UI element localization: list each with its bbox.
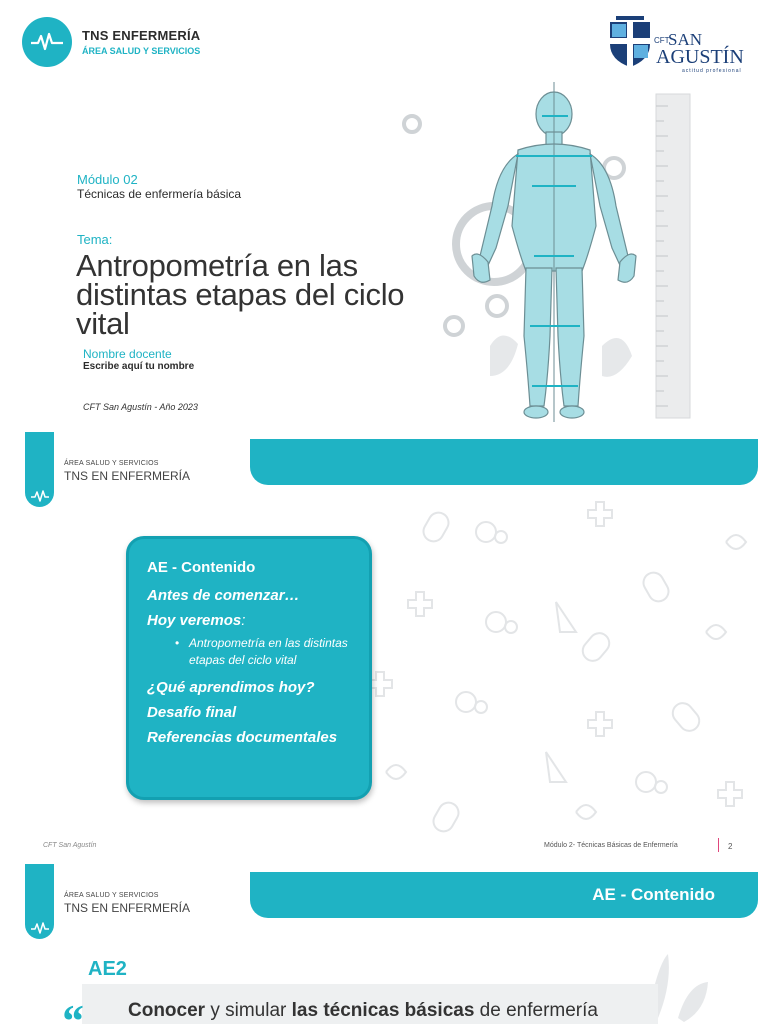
objective-bold-2: las técnicas básicas: [291, 1000, 475, 1021]
topic-label: Tema:: [77, 232, 113, 247]
cft-san-agustin-logo: [608, 16, 748, 74]
cft-tagline: actitud profesional: [682, 68, 742, 74]
anatomy-figure-illustration: [392, 76, 702, 426]
objective-slide: [0, 864, 768, 1024]
area-label-big: TNS EN ENFERMERÍA: [64, 901, 191, 915]
logo-subtitle: ÁREA SALUD Y SERVICIOS: [82, 46, 201, 56]
agenda-box: [126, 536, 372, 800]
agenda-bullet: • Antropometría en las distintas etapas del ciclo vital: [147, 635, 351, 669]
shield-icon: [608, 16, 652, 68]
footer-module: Módulo 2- Técnicas Básicas de Enfermería: [544, 842, 678, 849]
module-number: Módulo 02: [77, 172, 138, 187]
heartbeat-icon: [31, 490, 49, 502]
cft-name-line1: SAN: [668, 30, 703, 49]
agenda-title: AE - Contenido: [147, 559, 256, 576]
objective-end: de enfermería: [474, 1000, 598, 1021]
cft-name-line2: AGUSTÍN: [656, 46, 744, 68]
header-bar: [250, 872, 758, 918]
agenda-item-learned[interactable]: ¿Qué aprendimos hoy?: [147, 679, 315, 696]
footer-separator: [718, 838, 719, 852]
area-label-big: TNS EN ENFERMERÍA: [64, 469, 191, 483]
objective-text: [128, 1000, 598, 1022]
agenda-item-before[interactable]: Antes de comenzar…: [147, 587, 300, 604]
page-number: 2: [728, 842, 733, 851]
quote-mark-icon: “: [60, 995, 83, 1024]
footer-institution: CFT San Agustín: [43, 842, 97, 849]
header-bar: [250, 439, 758, 485]
medical-pattern-background: [346, 482, 768, 854]
objective-bold-1: Conocer: [128, 1000, 206, 1021]
logo-title: TNS ENFERMERÍA: [82, 28, 201, 43]
brand-tab: [25, 864, 54, 939]
agenda-item-today-label: Hoy veremos: [147, 612, 242, 629]
section-label: AE2: [88, 958, 127, 980]
header-bar-title: AE - Contenido: [592, 885, 715, 904]
heartbeat-icon: [31, 32, 63, 52]
area-label-small: ÁREA SALUD Y SERVICIOS: [64, 892, 159, 899]
tns-logo-badge: [22, 17, 72, 67]
heartbeat-icon: [31, 922, 49, 934]
topic-title: Antropometría en las distintas etapas del ciclo vital: [76, 248, 405, 341]
agenda-item-challenge[interactable]: Desafío final: [147, 704, 237, 721]
objective-mid: y simular: [205, 1000, 292, 1021]
cft-prefix: CFT: [654, 36, 670, 45]
module-name: Técnicas de enfermería básica: [77, 187, 242, 201]
agenda-item-today-suffix: :: [241, 612, 246, 629]
teacher-label: Nombre docente: [83, 347, 172, 361]
teacher-name: Escribe aquí tu nombre: [83, 361, 195, 372]
area-label-small: ÁREA SALUD Y SERVICIOS: [64, 460, 159, 467]
agenda-slide: [0, 432, 768, 864]
cover-slide: [0, 0, 768, 432]
agenda-item-references[interactable]: Referencias documentales: [147, 729, 338, 746]
institution-year: CFT San Agustín - Año 2023: [83, 402, 198, 412]
brand-tab: [25, 432, 54, 507]
agenda-item-today[interactable]: [147, 612, 351, 629]
